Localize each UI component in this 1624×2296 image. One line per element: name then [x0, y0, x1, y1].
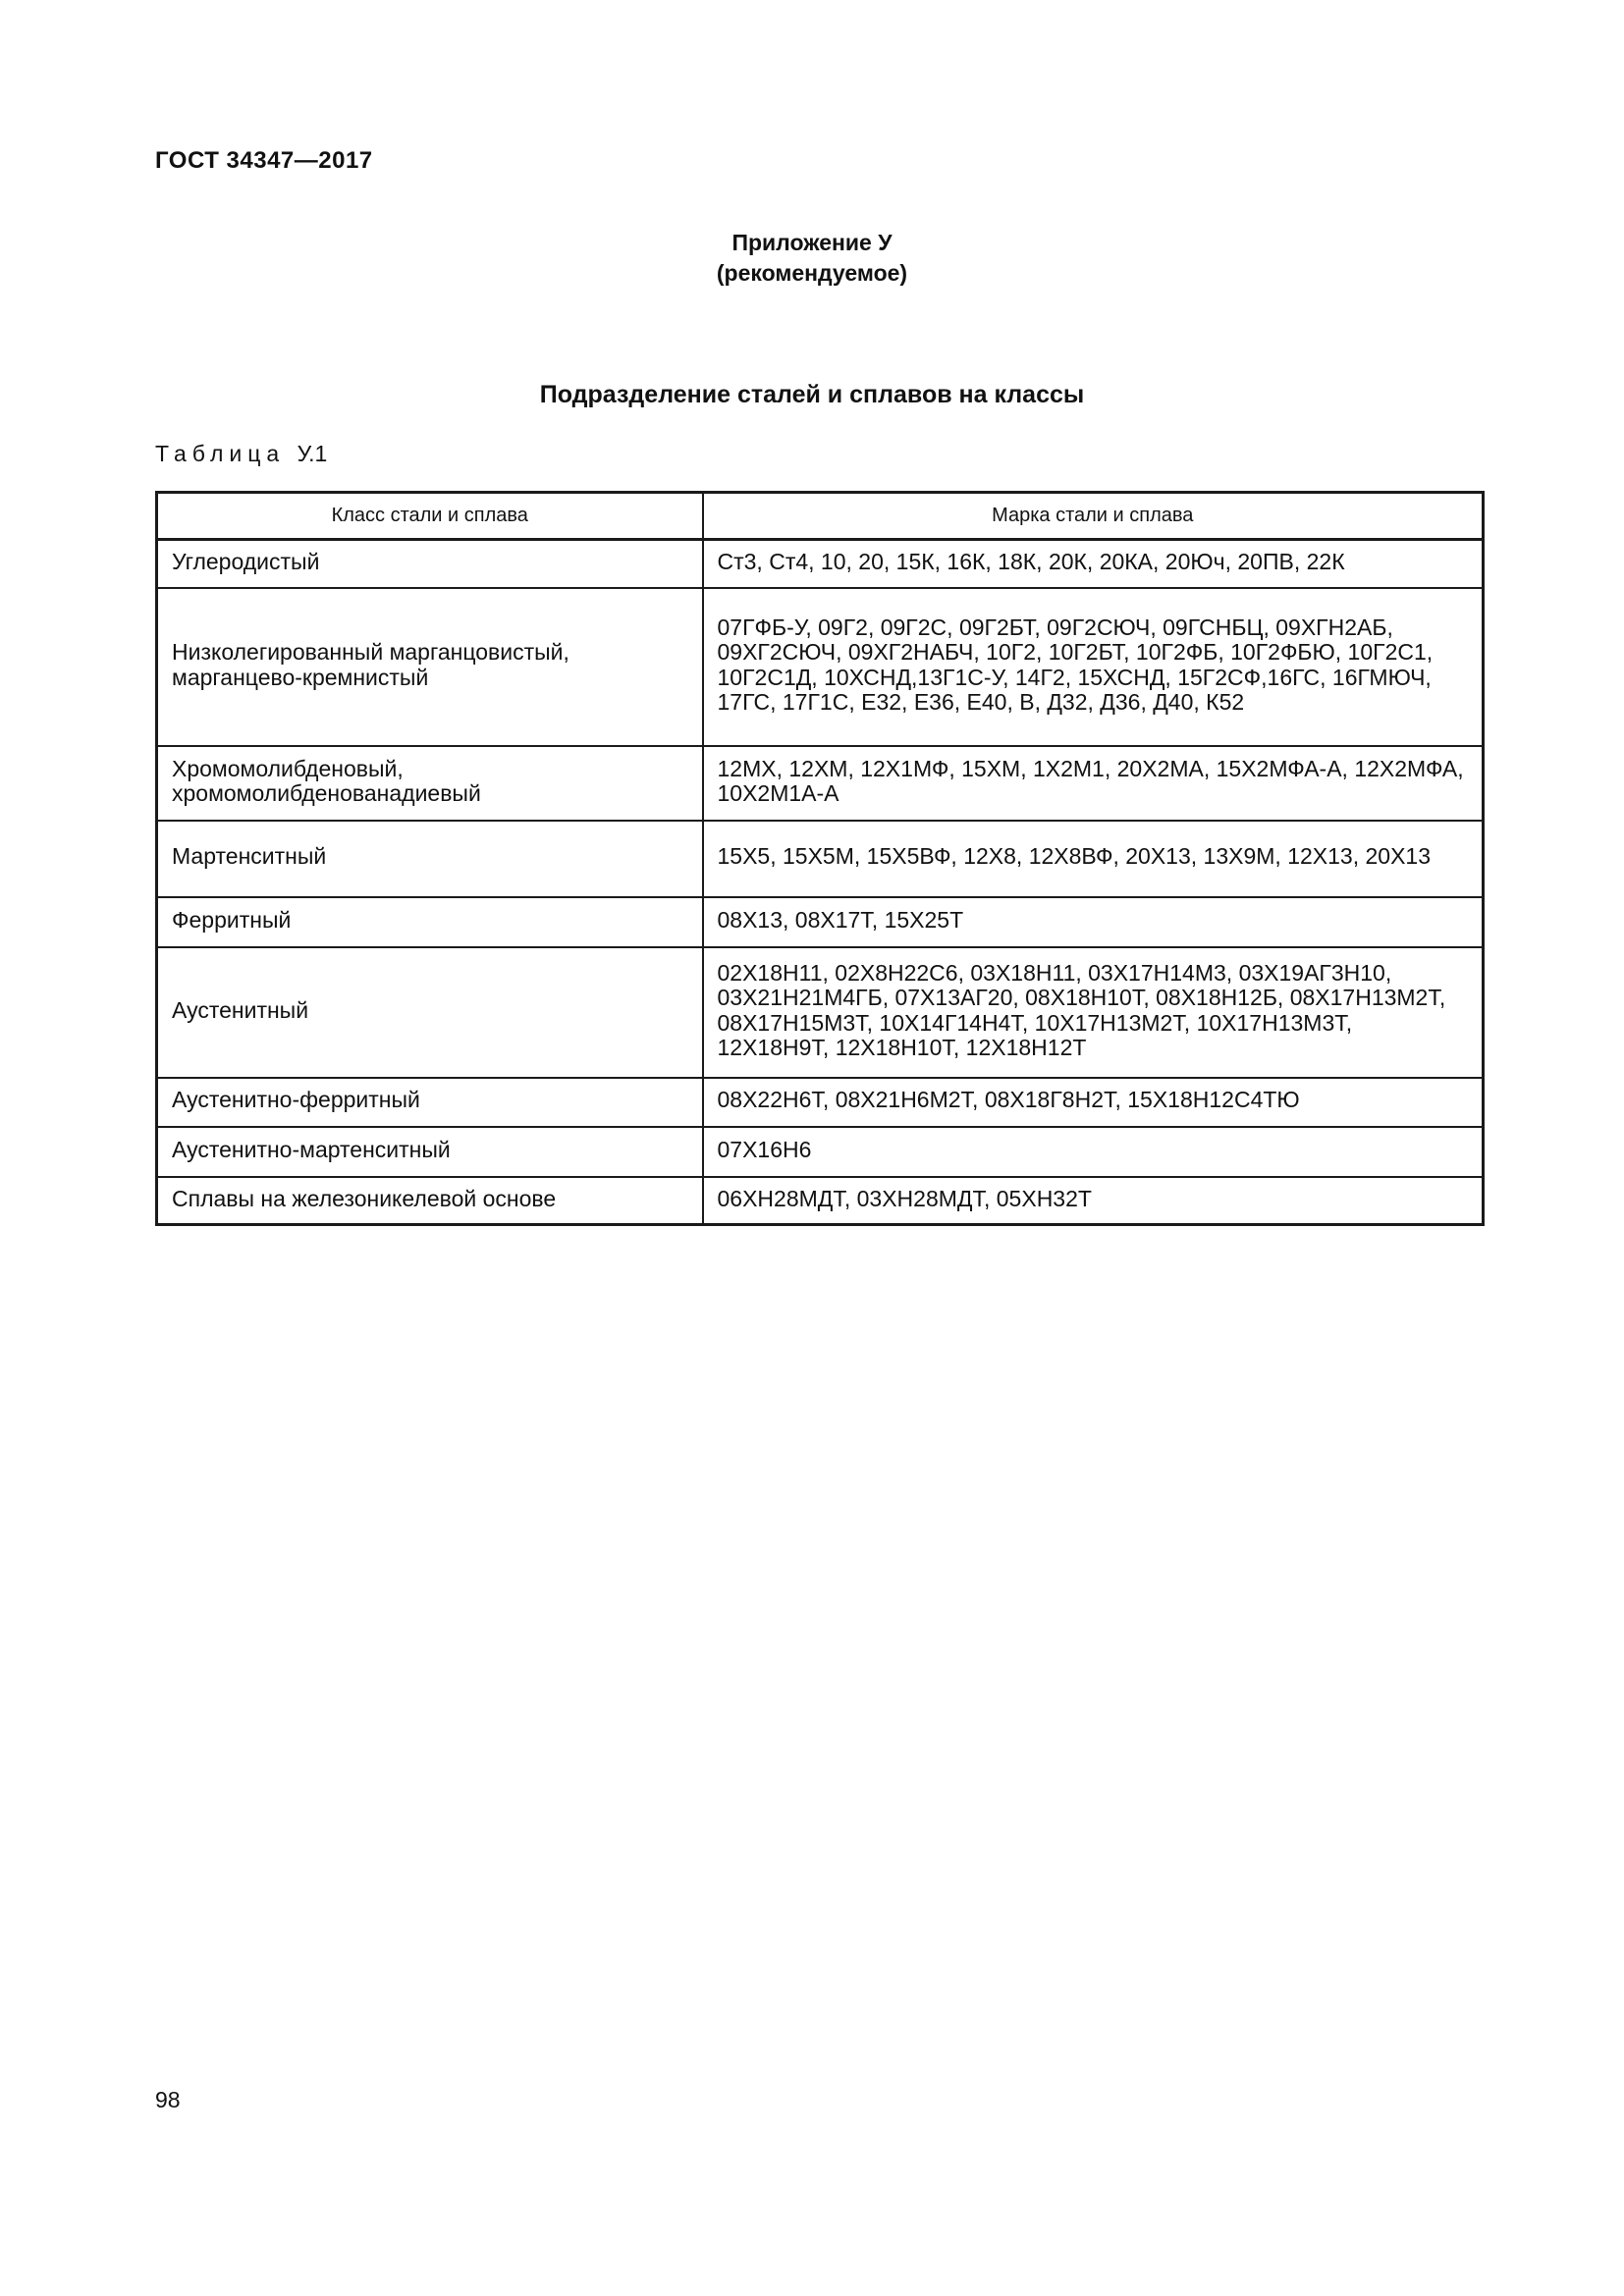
- appendix-status: (рекомендуемое): [716, 260, 908, 286]
- steel-grades-cell: 07ГФБ-У, 09Г2, 09Г2С, 09Г2БТ, 09Г2СЮЧ, 09ГСНБЦ, 09ХГН2АБ, 09ХГ2СЮЧ, 09ХГ2НАБЧ, 10Г2, 10Г2БТ, 10Г2ФБ, 10Г2ФБЮ, 10Г2С1, 10Г2С1Д, 10ХСНД,13Г1С-У, 14Г2, 15ХСНД, 15Г2СФ,16ГС, 16ГМЮЧ, 17ГС, 17Г1С, Е32, Е36, Е40, В, Д32, Д36, Д40, К52: [703, 588, 1484, 746]
- table-header-row: [157, 493, 1484, 540]
- table-row: [157, 821, 1484, 897]
- appendix-heading: [0, 228, 1624, 289]
- column-header-class: Класс стали и сплава: [157, 493, 703, 540]
- appendix-title: Приложение У: [731, 230, 893, 255]
- steel-classes-table: [155, 491, 1485, 1226]
- steel-grades-cell: 06ХН28МДТ, 03ХН28МДТ, 05ХН32Т: [703, 1177, 1484, 1225]
- table-row: [157, 947, 1484, 1078]
- table-row: [157, 1127, 1484, 1177]
- steel-grades-cell: 08Х13, 08Х17Т, 15Х25Т: [703, 897, 1484, 947]
- steel-class-cell: Аустенитно-ферритный: [157, 1078, 703, 1127]
- steel-class-cell: Углеродистый: [157, 540, 703, 588]
- table-row: [157, 1177, 1484, 1225]
- steel-class-cell: Хромомолибденовый, хромомолибденованадиевый: [157, 746, 703, 821]
- steel-class-cell: Мартенситный: [157, 821, 703, 897]
- steel-grades-cell: 07Х16Н6: [703, 1127, 1484, 1177]
- table-row: [157, 540, 1484, 588]
- table-row: [157, 897, 1484, 947]
- table-caption-number: У.1: [297, 441, 328, 466]
- table-caption-label: Таблица: [155, 441, 286, 466]
- section-title: Подразделение сталей и сплавов на классы: [539, 381, 1085, 408]
- steel-class-cell: Аустенитно-мартенситный: [157, 1127, 703, 1177]
- column-header-grades: Марка стали и сплава: [703, 493, 1484, 540]
- table-row: [157, 746, 1484, 821]
- steel-class-cell: Сплавы на железоникелевой основе: [157, 1177, 703, 1225]
- steel-class-cell: Низколегированный марганцовистый, марганцево-кремнистый: [157, 588, 703, 746]
- steel-grades-cell: 08Х22Н6Т, 08Х21Н6М2Т, 08Х18Г8Н2Т, 15Х18Н12С4ТЮ: [703, 1078, 1484, 1127]
- steel-grades-cell: Ст3, Ст4, 10, 20, 15К, 16К, 18К, 20К, 20КА, 20Юч, 20ПВ, 22К: [703, 540, 1484, 588]
- steel-grades-cell: 12МХ, 12ХМ, 12Х1МФ, 15ХМ, 1Х2М1, 20Х2МА, 15Х2МФА-А, 12Х2МФА, 10Х2М1А-А: [703, 746, 1484, 821]
- table-caption: [155, 441, 327, 467]
- table-row: [157, 1078, 1484, 1127]
- steel-class-cell: Аустенитный: [157, 947, 703, 1078]
- steel-grades-cell: 02Х18Н11, 02Х8Н22С6, 03Х18Н11, 03Х17Н14М3, 03Х19АГ3Н10, 03Х21Н21М4ГБ, 07Х13АГ20, 08Х18Н10Т, 08Х18Н12Б, 08Х17Н13М2Т, 08Х17Н15М3Т, 10Х14Г14Н4Т, 10Х17Н13М2Т, 10Х17Н13М3Т, 12Х18Н9Т, 12Х18Н10Т, 12Х18Н12Т: [703, 947, 1484, 1078]
- page-number: 98: [155, 2087, 181, 2112]
- steel-grades-cell: 15Х5, 15Х5М, 15Х5ВФ, 12Х8, 12Х8ВФ, 20Х13, 13Х9М, 12Х13, 20Х13: [703, 821, 1484, 897]
- steel-class-cell: Ферритный: [157, 897, 703, 947]
- document-code: ГОСТ 34347—2017: [155, 147, 373, 174]
- table-row: [157, 588, 1484, 746]
